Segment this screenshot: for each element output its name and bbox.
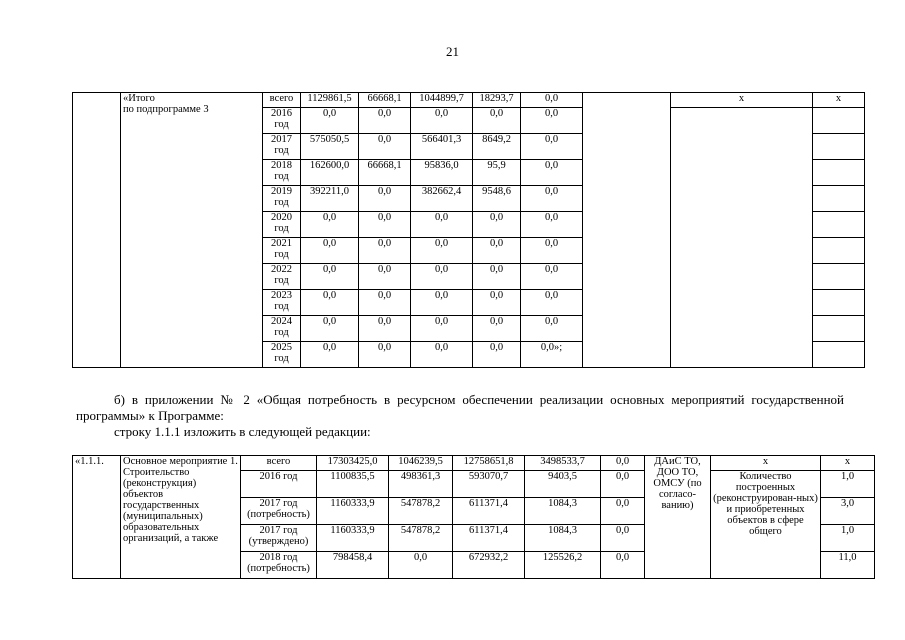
value-cell: 9403,5 — [525, 471, 601, 498]
indicator-value-cell: 11,0 — [821, 552, 875, 579]
value-cell: 547878,2 — [389, 525, 453, 552]
measure-name-cell: Основное мероприятие 1. Строительство (реконструкция) объектов государственных (муниципальных) образовательных организаций, а также — [121, 456, 241, 579]
table-row — [73, 456, 875, 471]
table-row — [73, 93, 865, 108]
year-cell: 2022 год — [263, 264, 301, 290]
value-cell: 66668,1 — [359, 93, 411, 108]
value-cell: 0,0 — [521, 212, 583, 238]
indicator-cell: Количество построенных (реконструирован-ных) и приобретенных объектов в сфере общего — [711, 471, 821, 579]
value-cell: 0,0 — [411, 316, 473, 342]
value-cell: 0,0 — [301, 212, 359, 238]
value-cell: 611371,4 — [453, 525, 525, 552]
value-cell: 0,0 — [521, 134, 583, 160]
value-cell: 9548,6 — [473, 186, 521, 212]
value-cell: 0,0 — [473, 316, 521, 342]
year-cell: 2017 год (утверждено) — [241, 525, 317, 552]
indicator-value-cell: 1,0 — [821, 471, 875, 498]
value-cell: 1046239,5 — [389, 456, 453, 471]
value-cell: 0,0 — [411, 290, 473, 316]
value-cell: 0,0 — [359, 186, 411, 212]
indicator-cell — [671, 108, 813, 368]
paragraph-appendix-2: б) в приложении № 2 «Общая потребность в ресурсном обеспечении реализации основных мероприятий государственной программы» к Программе: — [76, 392, 844, 423]
value-cell: 0,0 — [521, 264, 583, 290]
value-cell: 0,0 — [411, 342, 473, 368]
value-cell: 0,0 — [601, 552, 645, 579]
value-cell: 498361,3 — [389, 471, 453, 498]
x-cell: х — [821, 456, 875, 471]
x-cell: х — [671, 93, 813, 108]
value-cell: 0,0 — [389, 552, 453, 579]
x-cell: х — [813, 93, 865, 108]
x-cell: х — [711, 456, 821, 471]
year-cell: 2017 год — [263, 134, 301, 160]
value-cell: 12758651,8 — [453, 456, 525, 471]
year-cell: 2023 год — [263, 290, 301, 316]
value-cell: 18293,7 — [473, 93, 521, 108]
value-cell: 0,0 — [473, 108, 521, 134]
indicator-value-cell — [813, 264, 865, 290]
indicator-value-cell — [813, 134, 865, 160]
value-cell: 162600,0 — [301, 160, 359, 186]
value-cell: 125526,2 — [525, 552, 601, 579]
value-cell: 0,0 — [601, 498, 645, 525]
label-line-1: «Итого — [123, 93, 155, 104]
indicator-value-cell — [813, 316, 865, 342]
indicator-value-cell — [813, 108, 865, 134]
indicator-value-cell — [813, 238, 865, 264]
indicator-value-cell — [813, 160, 865, 186]
value-cell: 95836,0 — [411, 160, 473, 186]
value-cell: 392211,0 — [301, 186, 359, 212]
value-cell: 3498533,7 — [525, 456, 601, 471]
year-cell: 2016 год — [263, 108, 301, 134]
year-cell: 2016 год — [241, 471, 317, 498]
value-cell: 0,0 — [521, 186, 583, 212]
value-cell: 672932,2 — [453, 552, 525, 579]
value-cell: 0,0 — [601, 525, 645, 552]
label-line-2: по подпрограмме 3 — [123, 104, 209, 115]
value-cell: 0,0 — [359, 264, 411, 290]
value-cell: 0,0 — [601, 471, 645, 498]
executor-cell: ДАиС ТО, ДОО ТО, ОМСУ (по согласо-ванию) — [645, 456, 711, 579]
value-cell: 611371,4 — [453, 498, 525, 525]
indicator-value-cell — [813, 342, 865, 368]
year-cell: всего — [241, 456, 317, 471]
value-cell: 547878,2 — [389, 498, 453, 525]
subprogram-3-total-table — [72, 92, 865, 368]
value-cell: 0,0 — [301, 108, 359, 134]
value-cell: 0,0 — [301, 238, 359, 264]
value-cell: 0,0 — [411, 238, 473, 264]
value-cell: 0,0 — [359, 316, 411, 342]
value-cell: 0,0 — [521, 316, 583, 342]
value-cell: 0,0 — [359, 134, 411, 160]
value-cell: 0,0 — [601, 456, 645, 471]
year-cell: 2018 год (потребность) — [241, 552, 317, 579]
value-cell: 95,9 — [473, 160, 521, 186]
value-cell: 566401,3 — [411, 134, 473, 160]
year-cell: 2020 год — [263, 212, 301, 238]
indicator-value-cell — [813, 186, 865, 212]
value-cell: 0,0 — [521, 93, 583, 108]
value-cell: 0,0»; — [521, 342, 583, 368]
year-cell: 2021 год — [263, 238, 301, 264]
subprogram-total-label — [121, 93, 263, 368]
line-1-1-1-table — [72, 455, 875, 579]
value-cell: 0,0 — [521, 108, 583, 134]
value-cell: 0,0 — [359, 342, 411, 368]
value-cell: 0,0 — [359, 290, 411, 316]
indicator-value-cell: 1,0 — [821, 525, 875, 552]
value-cell: 0,0 — [473, 238, 521, 264]
value-cell: 1160333,9 — [317, 498, 389, 525]
value-cell: 0,0 — [301, 264, 359, 290]
row-number-cell: «1.1.1. — [73, 456, 121, 579]
value-cell: 798458,4 — [317, 552, 389, 579]
page-number: 21 — [446, 44, 459, 59]
value-cell: 575050,5 — [301, 134, 359, 160]
value-cell: 1100835,5 — [317, 471, 389, 498]
year-cell: 2025 год — [263, 342, 301, 368]
year-cell: всего — [263, 93, 301, 108]
paragraph-line-1-1-1: строку 1.1.1 изложить в следующей редакции: — [114, 424, 371, 439]
value-cell: 0,0 — [411, 212, 473, 238]
value-cell: 1129861,5 — [301, 93, 359, 108]
indicator-value-cell — [813, 290, 865, 316]
value-cell: 66668,1 — [359, 160, 411, 186]
value-cell: 0,0 — [301, 290, 359, 316]
year-cell: 2019 год — [263, 186, 301, 212]
value-cell: 1084,3 — [525, 498, 601, 525]
value-cell: 1044899,7 — [411, 93, 473, 108]
indicator-value-cell: 3,0 — [821, 498, 875, 525]
executor-cell — [583, 93, 671, 368]
value-cell: 382662,4 — [411, 186, 473, 212]
value-cell: 0,0 — [411, 108, 473, 134]
value-cell: 0,0 — [301, 316, 359, 342]
value-cell: 1160333,9 — [317, 525, 389, 552]
year-cell: 2024 год — [263, 316, 301, 342]
value-cell: 17303425,0 — [317, 456, 389, 471]
value-cell: 0,0 — [473, 342, 521, 368]
value-cell: 0,0 — [473, 212, 521, 238]
value-cell: 0,0 — [473, 264, 521, 290]
value-cell: 0,0 — [521, 160, 583, 186]
value-cell: 593070,7 — [453, 471, 525, 498]
year-cell: 2017 год (потребность) — [241, 498, 317, 525]
value-cell: 0,0 — [521, 290, 583, 316]
row-number-cell — [73, 93, 121, 368]
value-cell: 0,0 — [359, 212, 411, 238]
value-cell: 0,0 — [473, 290, 521, 316]
indicator-value-cell — [813, 212, 865, 238]
year-cell: 2018 год — [263, 160, 301, 186]
value-cell: 8649,2 — [473, 134, 521, 160]
value-cell: 0,0 — [411, 264, 473, 290]
value-cell: 0,0 — [359, 108, 411, 134]
value-cell: 1084,3 — [525, 525, 601, 552]
value-cell: 0,0 — [301, 342, 359, 368]
value-cell: 0,0 — [521, 238, 583, 264]
value-cell: 0,0 — [359, 238, 411, 264]
